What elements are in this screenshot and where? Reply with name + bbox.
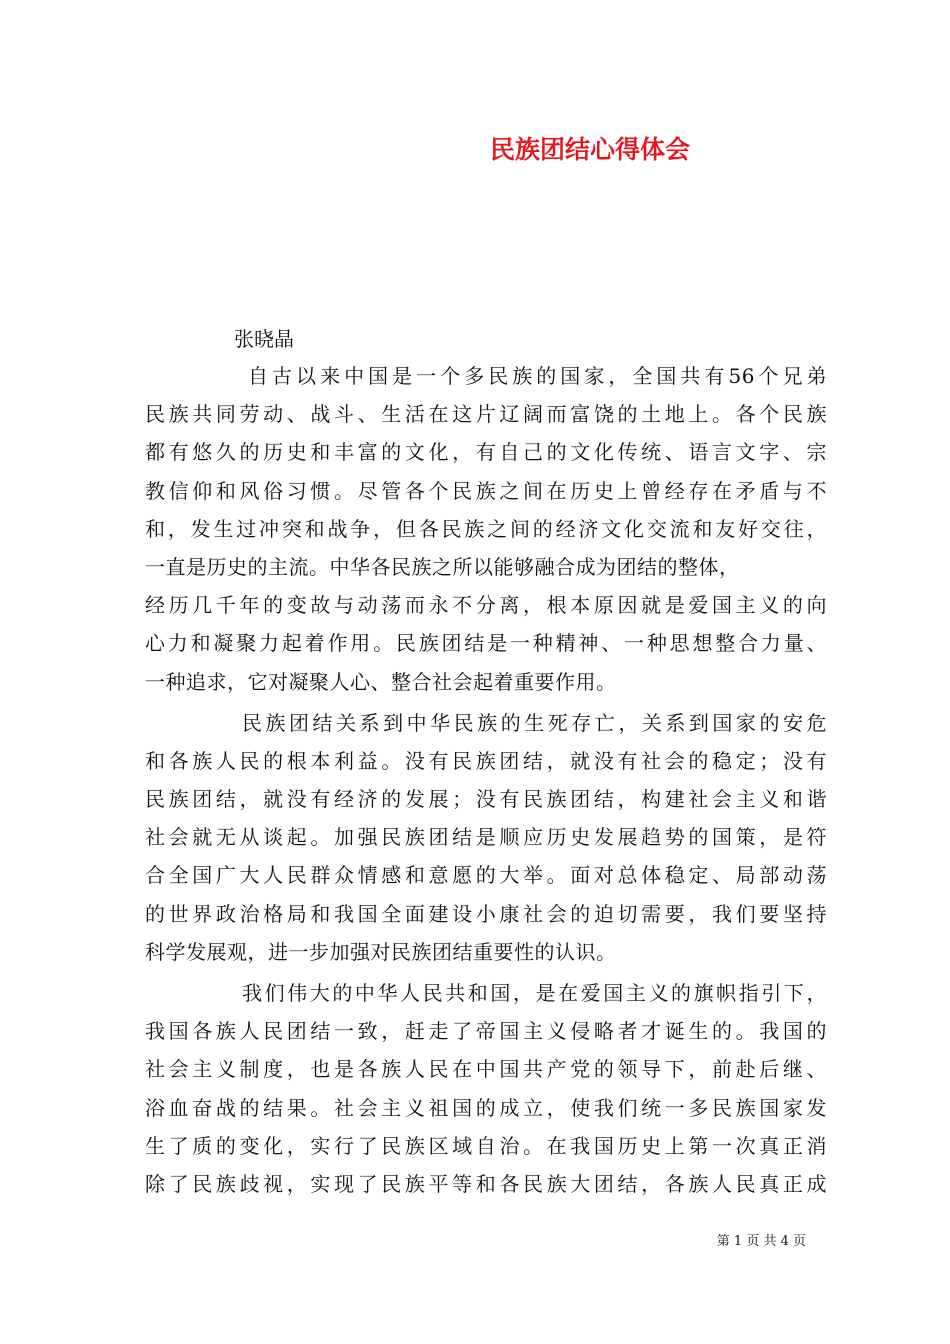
- paragraph-line: 一种追求，它对凝聚人心、整合社会起着重要作用。: [145, 669, 617, 694]
- paragraph-line: 浴血奋战的结果。社会主义祖国的成立，使我们统一多民族国家发: [145, 1095, 827, 1120]
- paragraph-line: 我们伟大的中华人民共和国，是在爱国主义的旗帜指引下，: [242, 981, 827, 1005]
- paragraph-1: [145, 357, 827, 701]
- paragraph-line: 除了民族歧视，实现了民族平等和各民族大团结，各族人民真正成: [145, 1171, 827, 1196]
- paragraph-line: 的世界政治格局和我国全面建设小康社会的迫切需要，我们要坚持: [145, 901, 827, 926]
- paragraph-line: 经历几千年的变故与动荡而永不分离，根本原因就是爱国主义的向: [145, 593, 827, 618]
- paragraph-2: [145, 704, 827, 971]
- paragraph-3: [145, 974, 827, 1203]
- paragraph-line: 生了质的变化，实行了民族区域自治。在我国历史上第一次真正消: [145, 1133, 827, 1158]
- paragraph-line: 和，发生过冲突和战争，但各民族之间的经济文化交流和友好交往，: [145, 516, 827, 541]
- paragraph-line: 民族团结关系到中华民族的生死存亡，关系到国家的安危: [242, 710, 827, 735]
- paragraph-line: 都有悠久的历史和丰富的文化，有自己的文化传统、语言文字、宗: [145, 440, 827, 465]
- paragraph-line: 教信仰和风俗习惯。尽管各个民族之间在历史上曾经存在矛盾与不: [145, 478, 827, 503]
- paragraph-line: 社会主义制度，也是各族人民在中国共产党的领导下，前赴后继、: [145, 1057, 827, 1082]
- paragraph-line: 社会就无从谈起。加强民族团结是顺应历史发展趋势的国策，是符: [145, 825, 827, 850]
- document-title: 民族团结心得体会: [489, 135, 690, 164]
- paragraph-line: 我国各族人民团结一致，赶走了帝国主义侵略者才诞生的。我国的: [145, 1019, 827, 1044]
- paragraph-line: 科学发展观，进一步加强对民族团结重要性的认识。: [145, 939, 617, 964]
- paragraph-line: 民族共同劳动、战斗、生活在这片辽阔而富饶的土地上。各个民族: [145, 402, 827, 427]
- paragraph-line: 合全国广大人民群众情感和意愿的大举。面对总体稳定、局部动荡: [145, 863, 827, 888]
- paragraph-line: 心力和凝聚力起着作用。民族团结是一种精神、一种思想整合力量、: [145, 631, 827, 656]
- paragraph-line: 民族团结，就没有经济的发展；没有民族团结，构建社会主义和谐: [145, 787, 827, 812]
- document-body: [145, 357, 827, 1203]
- author-name: 张晓晶: [234, 327, 294, 351]
- paragraph-line: 自古以来中国是一个多民族的国家，全国共有56个兄弟: [248, 364, 827, 388]
- paragraph-line: 一直是历史的主流。中华各民族之所以能够融合成为团结的整体，: [145, 554, 740, 579]
- page-number-footer: 第 1 页 共 4 页: [716, 1234, 806, 1249]
- paragraph-line: 和各族人民的根本利益。没有民族团结，就没有社会的稳定；没有: [145, 748, 827, 773]
